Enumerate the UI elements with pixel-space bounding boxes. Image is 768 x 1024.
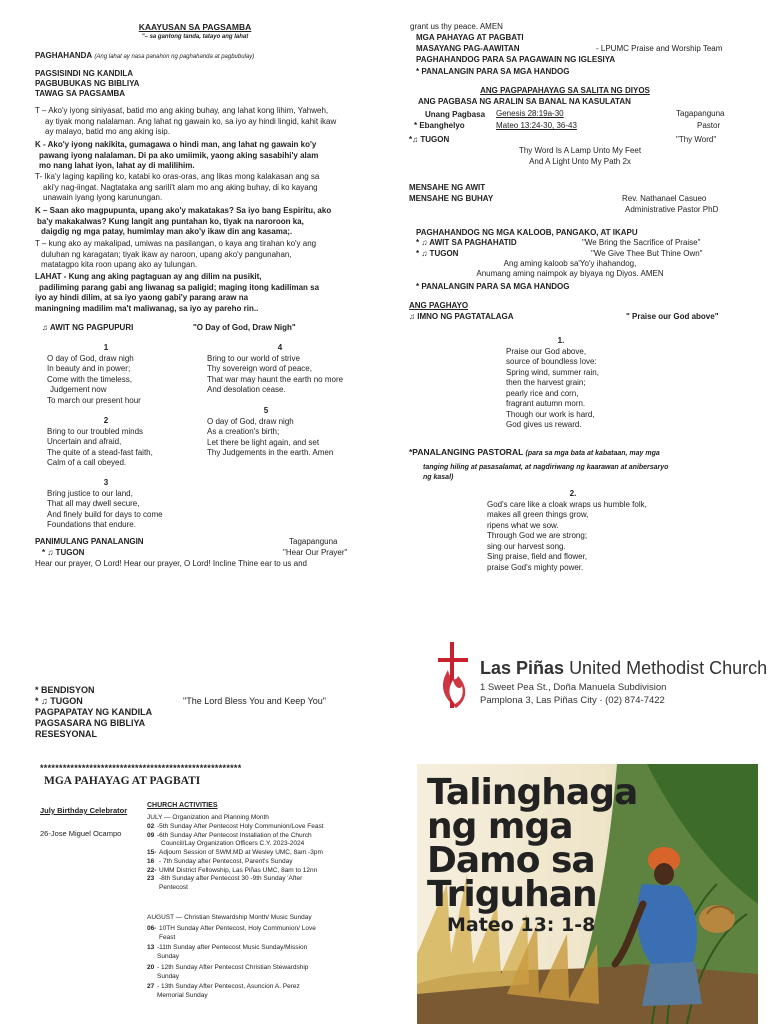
activity-text: -6th Sunday After Pentecost Installation of the Church	[157, 831, 312, 839]
tugon-2-line: Anumang aming naimpok ay biyaya ng Diyos. AMEN	[476, 269, 664, 278]
litany-line: ay tiyak mong nalalaman. Ang lahat ng gawain ko, sa iyo ay hindi lingid, kahit ikaw	[45, 116, 337, 126]
activity-text: Council/Lay Organization Officers C.Y. 2023-2024	[161, 840, 305, 848]
verse-line: then the harvest grain;	[506, 378, 586, 387]
litany-line: T – Ako'y iyong siniyasat, batid mo ang aking buhay, ang lahat kong lihim, Yahweh,	[35, 106, 329, 115]
activity-text: -11th Sunday after Pentecost Music Sunday/Mission	[157, 944, 308, 952]
activity-day: 20	[147, 963, 155, 971]
activity-item	[147, 964, 357, 973]
activity-item	[147, 832, 357, 841]
closing-item: RESESYONAL	[35, 729, 98, 739]
ebanghelyo-label: * Ebanghelyo	[414, 121, 465, 130]
verse-line: Praise our God above,	[506, 346, 587, 356]
activity-day: 22-	[147, 866, 157, 874]
verse-line: makes all green things grow,	[487, 510, 589, 519]
verse-number: 2.	[569, 489, 577, 498]
tugon-label: * ♫ TUGON	[42, 548, 85, 557]
activity-text: - 12th Sunday After Pentecost Christian Stewardship	[157, 963, 309, 971]
activity-item	[147, 934, 357, 943]
order-item: * PANALANGIN PARA SA MGA HANDOG	[416, 67, 570, 76]
salita-heading: ANG PAGPAPAHAYAG SA SALITA NG DIYOS	[480, 86, 650, 95]
opening-item: TAWAG SA PAGSAMBA	[35, 89, 126, 98]
paghahanda-heading: PAGHAHANDA	[35, 51, 93, 60]
verse-line: Bring to our troubled minds	[47, 426, 144, 436]
july-activities	[147, 823, 357, 893]
praise-team: - LPUMC Praise and Worship Team	[596, 44, 723, 53]
speaker-name: Rev. Nathanael Casueo	[622, 194, 707, 203]
awit-title: "O Day of God, Draw Nigh"	[193, 323, 296, 332]
unang-pagbasa-ref: Genesis 28:19a-30	[496, 109, 564, 118]
activity-day: 27	[147, 983, 155, 991]
speaker-title: Administrative Pastor PhD	[625, 205, 719, 214]
verse-line: Thy sovereign word of peace,	[207, 364, 312, 373]
paghahanda-note: (Ang lahat ay nasa panahon ng paghahanda at pagbubulay)	[94, 54, 255, 60]
august-heading: AUGUST — Christian Stewardship Month/ Music Sunday	[147, 914, 312, 921]
awit-label: ♫ AWIT NG PAGPUPURI	[42, 323, 134, 332]
activity-item	[147, 925, 357, 934]
mensahe-awit: MENSAHE NG AWIT	[409, 183, 486, 192]
activity-item	[147, 992, 357, 1001]
activity-text: -8th Sunday after Pentecost 30 -9th Sunday 'After	[159, 875, 303, 883]
verse-line: Thy Judgements in the earth. Amen	[207, 448, 334, 457]
litany-line: LAHAT - Kung ang aking pagtaguan ay ang dilim na pusikit,	[35, 272, 262, 281]
activity-day: 13	[147, 944, 155, 952]
separator: *****************************************************	[40, 763, 242, 773]
verse-line: Bring justice to our land,	[47, 488, 133, 498]
ebanghelyo-by: Pastor	[697, 121, 721, 130]
unang-pagbasa-label: Unang Pagbasa	[425, 110, 486, 119]
activity-text: UMM District Fellowship, Las Piñas UMC, 8am to 12nn	[159, 866, 318, 874]
verse-line: And finely build for days to come	[47, 509, 163, 519]
tugon-title: "Hear Our Prayer"	[283, 548, 348, 557]
activity-text: - 13th Sunday After Pentecost, Asuncion A. Perez	[157, 983, 300, 991]
hymn-verse	[207, 343, 357, 396]
activity-item	[147, 858, 357, 867]
verse-line: Come with the timeless,	[47, 374, 132, 384]
panimulang-panalangin: PANIMULANG PANALANGIN	[35, 537, 144, 546]
activity-item	[147, 983, 357, 992]
tugon-1-title: "Thy Word"	[676, 135, 717, 144]
closing-item: PAGSASARA NG BIBLIYA	[35, 718, 146, 728]
july-heading: JULY — Organization and Planning Month	[147, 814, 269, 821]
pagbasa-heading: ANG PAGBASA NG ARALIN SA BANAL NA KASULATAN	[418, 97, 631, 106]
panalangin-handog: * PANALANGIN PARA SA MGA HANDOG	[416, 282, 570, 291]
activity-item	[147, 875, 357, 884]
activity-text: Sunday	[157, 953, 180, 961]
announcements-heading: MGA PAHAYAG AT PAGBATI	[44, 775, 201, 787]
hymn-verse-2	[487, 489, 687, 573]
unang-pagbasa-by: Tagapanguna	[676, 109, 725, 118]
august-activities	[147, 925, 357, 1001]
activity-text: Feast	[159, 933, 176, 941]
tugon-2-line: Ang aming kaloob sa'Yo'y ihahandog,	[503, 259, 637, 268]
activity-day: 16	[147, 857, 155, 865]
hymn-verse	[207, 406, 357, 459]
verse-line: praise God's mighty power.	[487, 562, 584, 572]
hymn-verse	[47, 416, 197, 469]
litany-line: daigdig ng mga patay, humimlay man ako'y ikaw din ang kasama;.	[41, 227, 293, 236]
poster-title-line: Damo sa	[427, 840, 595, 881]
verse-line: To march our present hour	[47, 395, 141, 405]
birthday-heading: July Birthday Celebrator	[40, 806, 128, 815]
hymn-verse-1	[506, 336, 646, 431]
activity-item	[147, 884, 357, 893]
activity-item	[147, 944, 357, 953]
verse-line: God's care like a cloak wraps us humble folk,	[487, 499, 647, 509]
poster-reference: Mateo 13: 1-8	[447, 914, 596, 936]
verse-line: As a creation's birth;	[207, 427, 280, 436]
grant-peace-line: grant us thy peace. AMEN	[410, 22, 503, 31]
litany-line: iyo ay hindi dilim, at sa iyo yaong gabi'y parang araw na	[35, 293, 249, 302]
litany-line: aki'y nag-iingat. Nagtataka ang sarili't alam mo ang aking buhay, di ko kayang	[43, 182, 318, 192]
awit-paghahatid-label: * ♫ AWIT SA PAGHAHATID	[416, 238, 517, 247]
litany-line: mo nang lahat iyon, lahat ay di malilihim.	[39, 161, 195, 170]
order-item: MGA PAHAYAG AT PAGBATI	[416, 33, 524, 42]
tugon-text: Hear our prayer, O Lord! Hear our prayer, O Lord! Incline Thine ear to us and	[35, 559, 307, 568]
activity-day: 09	[147, 831, 155, 839]
pastoral-note: (para sa mga bata at kabataan, may mga	[525, 450, 660, 457]
litany-line: K – Saan ako magpupunta, upang ako'y makatakas? Sa iyo bang Espiritu, ako	[35, 206, 332, 215]
activity-item	[147, 840, 357, 849]
verse-number: 3	[103, 478, 109, 487]
verse-line: In beauty and in power;	[47, 364, 131, 373]
pastoral-label: *PANALANGING PASTORAL	[409, 447, 524, 457]
imno-label: ♫ IMNO NG PAGTATALAGA	[409, 312, 514, 321]
litany-line: duluhan ng karagatan; tiyak ikaw ay naroon, upang ako'y pangunahan,	[41, 249, 292, 259]
verse-line: The quite of a stead-fast faith,	[47, 447, 153, 457]
church-logo-block	[436, 640, 768, 710]
verse-line: Sing praise, field and flower,	[487, 552, 588, 561]
verse-line: Bring to our world of strive	[207, 353, 300, 363]
litany-line: ay malayo, batid mo ang aking isip.	[45, 127, 170, 136]
activity-item	[147, 973, 357, 982]
verse-number: 1	[103, 343, 109, 352]
litany-line: pawang iyong nalalaman. Di pa ako umiimik, yaong aking sasabihi'y alam	[39, 150, 319, 160]
order-of-worship-title: KAAYUSAN SA PAGSAMBA	[138, 22, 252, 32]
verse-line: Through God we are strong;	[487, 531, 588, 540]
church-contact: Pamplona 3, Las Piñas City · (02) 874-7422	[480, 695, 665, 706]
verse-line: Calm of a call obeyed.	[47, 458, 127, 467]
activity-item	[147, 953, 357, 962]
tugon-1-line: And A Light Unto My Path 2x	[529, 157, 631, 166]
activity-item	[147, 849, 357, 858]
verse-number: 2	[103, 416, 109, 425]
panimulang-leader: Tagapanguna	[289, 537, 338, 546]
verse-line: sing our harvest song.	[487, 541, 566, 551]
activity-text: Memorial Sunday	[157, 991, 208, 999]
pastoral-note: tanging hiling at pasasalamat, at nagdiriwang ng kaarawan at anibersaryo	[423, 464, 669, 471]
birthday-entry: 26-Jose Miguel Ocampo	[40, 829, 122, 838]
opening-item: PAGSISINDI NG KANDILA	[35, 69, 134, 78]
verse-line: God gives us reward.	[506, 420, 582, 429]
closing-item: * BENDISYON	[35, 685, 95, 695]
ebanghelyo-ref: Mateo 13:24-30, 36-43	[496, 121, 577, 130]
litany-line: maningning madilim ma't maliwanag, sa iyo ay pareho rin..	[35, 303, 259, 313]
pastoral-note: ng kasal)	[423, 474, 454, 481]
tugon-1-label: *♫ TUGON	[409, 135, 450, 144]
verse-number: 1.	[557, 336, 565, 345]
verse-line: Uncertain and afraid,	[47, 437, 122, 446]
order-item: MASAYANG PAG-AAWITAN	[416, 44, 520, 53]
hymn-verse	[47, 343, 197, 406]
verse-line: That all may dwell secure,	[47, 499, 140, 508]
verse-line: Spring wind, summer rain,	[506, 367, 599, 377]
activity-text: Pentecost	[159, 883, 188, 891]
activity-text: - 7th Sunday after Pentecost, Parent's Sunday	[159, 857, 293, 865]
church-address: 1 Sweet Pea St., Doña Manuela Subdivision	[480, 682, 667, 693]
activity-text: 10TH Sunday After Pentecost, Holy Communion/ Love	[159, 925, 316, 932]
order-item: PAGHAHANDOG PARA SA PAGAWAIN NG IGLESIYA	[416, 55, 616, 64]
poster-title-line: Triguhan	[427, 874, 597, 915]
activity-text: Sunday	[157, 972, 180, 980]
tugon-2-title: "We Give Thee But Thine Own"	[591, 249, 703, 258]
activity-item	[147, 823, 357, 832]
closing-tugon-title: "The Lord Bless You and Keep You"	[183, 696, 327, 706]
activity-day: 06-	[147, 925, 157, 932]
litany-line: matatagpo kita roon upang ako ay tulungan.	[41, 260, 198, 269]
order-subtitle: "– sa gantong tanda, tatayo ang lahat	[141, 34, 249, 40]
verse-line: O day of God, draw nigh	[47, 353, 134, 363]
imno-title: " Praise our God above"	[626, 312, 719, 321]
mensahe-buhay: MENSAHE NG BUHAY	[409, 194, 494, 203]
verse-line: Though our work is hard,	[506, 409, 595, 419]
cross-and-flame-icon	[436, 640, 474, 710]
poster-title-line: ng mga	[427, 806, 573, 847]
awit-paghahatid-title: "We Bring the Sacrifice of Praise"	[582, 238, 701, 247]
verse-line: pearly rice and corn,	[506, 388, 579, 398]
verse-line: fragrant autumn morn.	[506, 399, 586, 408]
activity-day: 23	[147, 875, 155, 883]
church-name-bold: Las Piñas	[480, 658, 565, 678]
opening-item: PAGBUBUKAS NG BIBLIYA	[35, 79, 140, 88]
activities-heading: CHURCH ACTIVITIES	[147, 802, 218, 809]
tugon-2-label: * ♫ TUGON	[416, 249, 459, 258]
verse-line: Foundations that endure.	[47, 520, 136, 529]
handog-heading: PAGHAHANDOG NG MGA KALOOB, PANGAKO, AT IKAPU	[416, 228, 638, 237]
poster-title	[427, 772, 638, 915]
church-name-rest: United Methodist Church	[569, 658, 768, 678]
verse-line: That war may haunt the earth no more	[207, 374, 344, 384]
activity-item	[147, 867, 357, 876]
activity-text: -5th Sunday After Pentecost Holy Communion/Love Feast	[157, 823, 324, 830]
church-name	[480, 658, 767, 678]
verse-line: And desolation cease.	[207, 385, 286, 394]
closing-item: PAGPAPATAY NG KANDILA	[35, 707, 153, 717]
litany-line: K - Ako'y iyong nakikita, gumagawa o hindi man, ang lahat ng gawain ko'y	[35, 140, 317, 149]
verse-number: 4	[277, 343, 283, 352]
tugon-1-line: Thy Word Is A Lamp Unto My Feet	[518, 146, 642, 155]
sermon-poster	[417, 764, 758, 1024]
paghayo-heading: ANG PAGHAYO	[409, 301, 469, 310]
verse-line: Let there be light again, and set	[207, 437, 320, 447]
activity-day: 02	[147, 823, 155, 830]
hymn-verse	[47, 478, 197, 531]
verse-line: source of boundless love:	[506, 357, 597, 366]
activity-text: Adjourn Session of SWM.MD at Wesley UMC, 8am -3pm	[159, 849, 323, 857]
litany-line: ba'y makakalwas? Kung langit ang puntahan ko, tiyak na naroroon ka,	[37, 216, 304, 226]
verse-line: O day of God, draw nigh	[207, 416, 294, 426]
litany-line: T – kung ako ay makalipad, umiwas na pasilangan, o kaya ang tirahan ko'y ang	[35, 239, 317, 248]
poster-title-line: Talinghaga	[427, 772, 638, 813]
litany-line: T- Ika'y laging kapiling ko, katabi ko oras-oras, ang likas mong kalakasan ang sa	[35, 172, 320, 181]
verse-number: 5	[263, 406, 269, 415]
closing-item: * ♫ TUGON	[35, 696, 83, 706]
litany-line: unawain iyang iyong karunungan.	[43, 193, 163, 202]
verse-line: ripens what we sow.	[487, 520, 559, 530]
activity-day: 15-	[147, 849, 157, 857]
verse-line: Judgement now	[50, 385, 107, 394]
litany-line: padiliming parang gabi ang liwanag sa paligid; maging itong kadiliman sa	[39, 282, 320, 292]
